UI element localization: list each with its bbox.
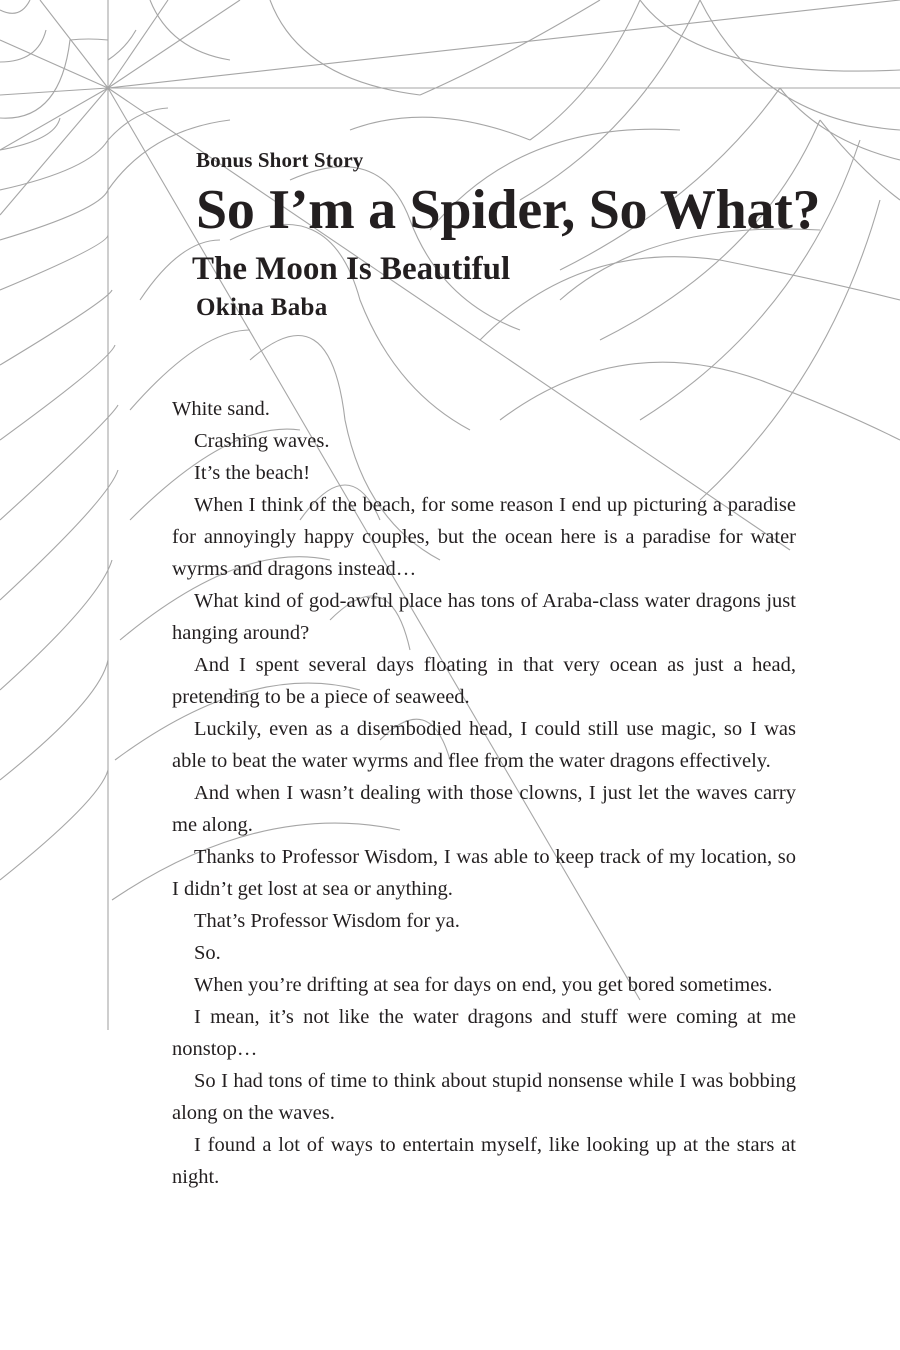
author-name: Okina Baba bbox=[196, 294, 328, 321]
story-paragraph: What kind of god-awful place has tons of Araba-class water dragons just hanging around? bbox=[172, 590, 796, 644]
story-paragraph: And I spent several days floating in that very ocean as just a head, pretending to be a piece of seaweed. bbox=[172, 654, 796, 708]
story-paragraph: So. bbox=[194, 942, 221, 964]
story-paragraph: It’s the beach! bbox=[194, 462, 311, 484]
story-title: The Moon Is Beautiful bbox=[192, 251, 511, 287]
series-title: So I’m a Spider, So What? bbox=[196, 179, 821, 241]
story-body bbox=[172, 393, 796, 1193]
story-paragraph: When you’re drifting at sea for days on end, you get bored sometimes. bbox=[194, 974, 773, 996]
story-paragraph: Thanks to Professor Wisdom, I was able to keep track of my location, so I didn’t get lost at sea or anything. bbox=[172, 846, 796, 900]
story-paragraph: Luckily, even as a disembodied head, I could still use magic, so I was able to beat the water wyrms and flee from the water dragons effectively. bbox=[172, 718, 796, 772]
story-paragraph: And when I wasn’t dealing with those clowns, I just let the waves carry me along. bbox=[172, 782, 796, 836]
story-paragraph: That’s Professor Wisdom for ya. bbox=[194, 910, 460, 932]
story-paragraph: I found a lot of ways to entertain myself, like looking up at the stars at night. bbox=[172, 1134, 796, 1188]
story-paragraph: So I had tons of time to think about stupid nonsense while I was bobbing along on the waves. bbox=[172, 1070, 796, 1124]
bonus-label: Bonus Short Story bbox=[196, 148, 364, 172]
story-paragraph: I mean, it’s not like the water dragons and stuff were coming at me nonstop… bbox=[172, 1006, 796, 1060]
story-paragraph: Crashing waves. bbox=[194, 430, 330, 452]
story-paragraph: White sand. bbox=[172, 398, 270, 420]
story-paragraph: When I think of the beach, for some reason I end up picturing a paradise for annoyingly happy couples, but the ocean here is a paradise for water wyrms and dragons instead… bbox=[172, 494, 796, 580]
